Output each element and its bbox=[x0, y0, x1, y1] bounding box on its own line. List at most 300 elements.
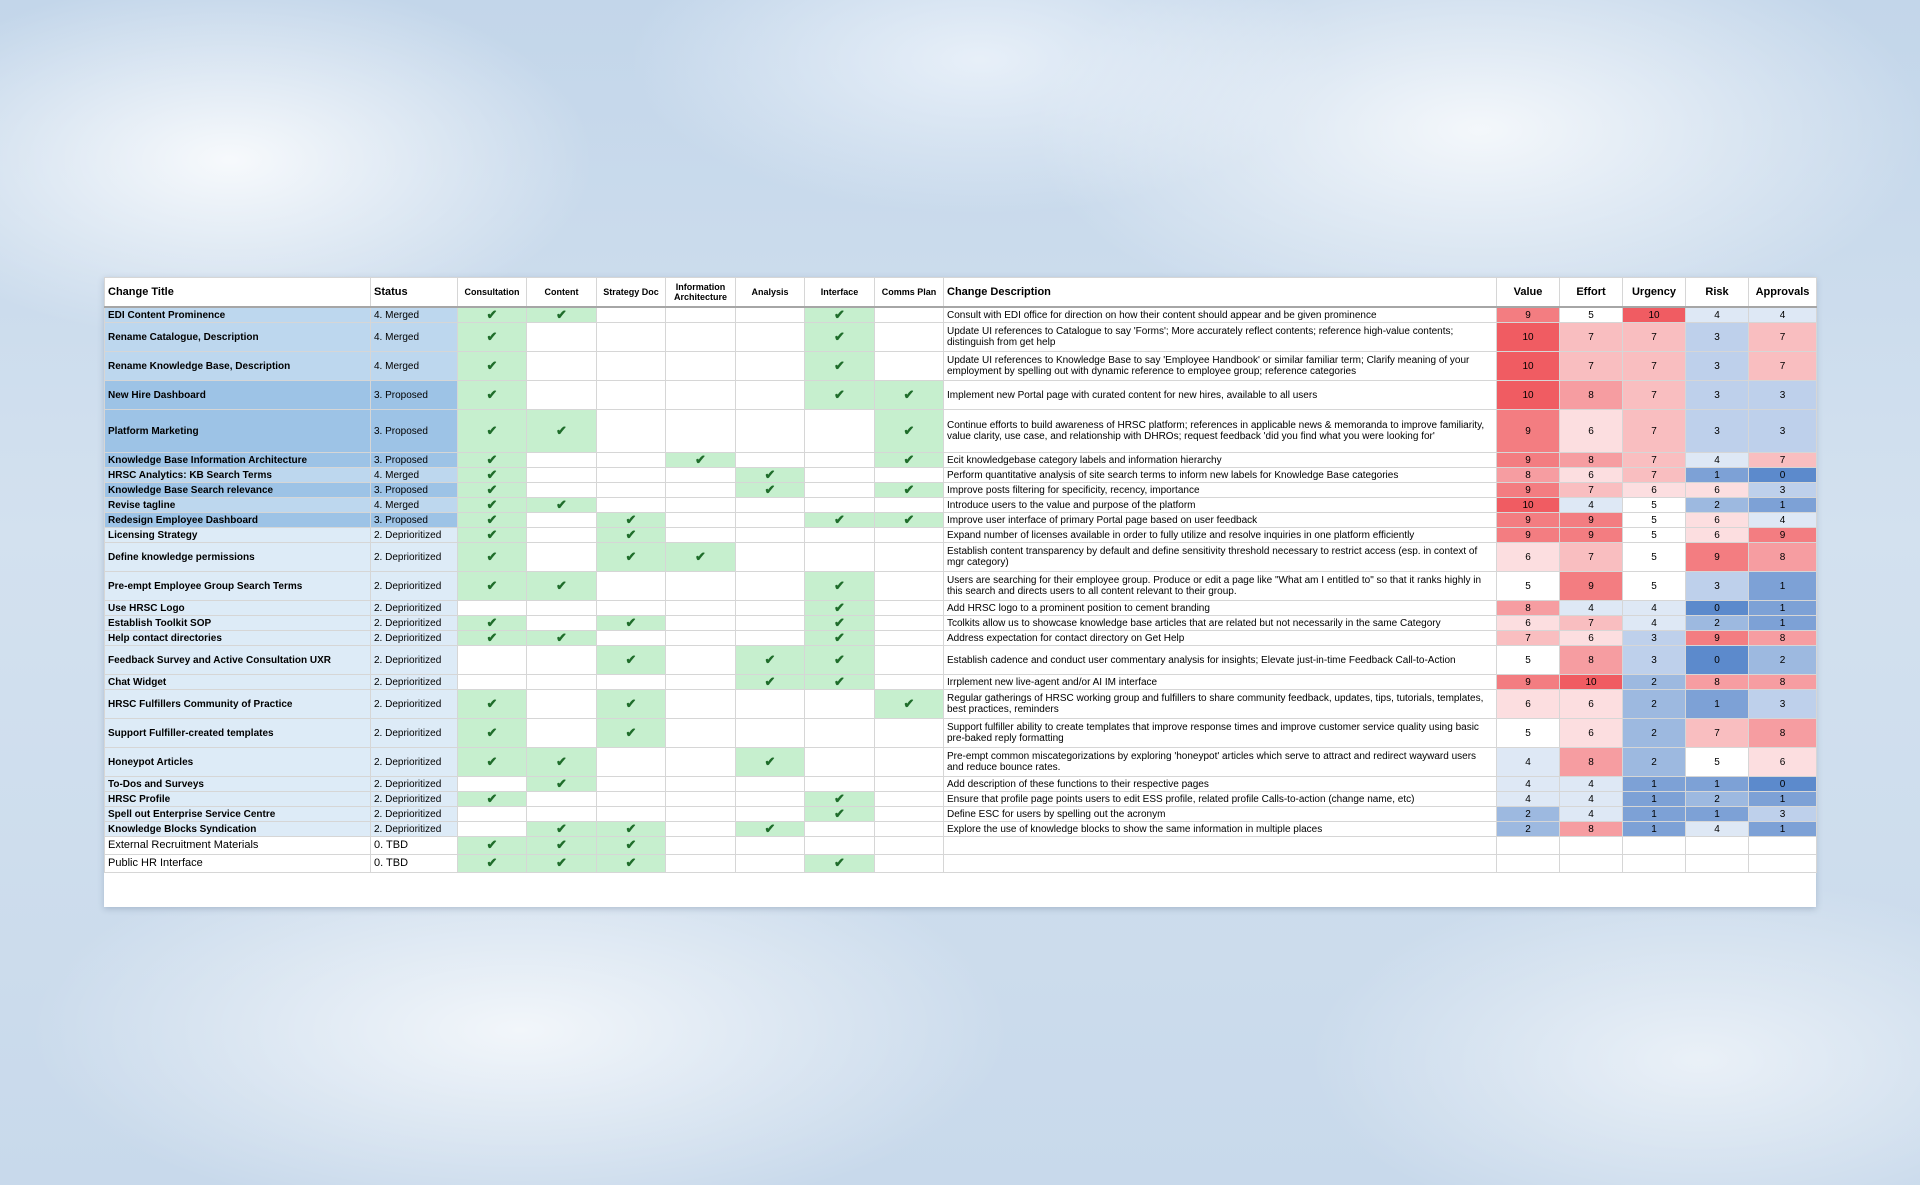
table-row[interactable] bbox=[105, 616, 1817, 631]
value-score-cell[interactable] bbox=[1497, 855, 1560, 873]
change-description-cell[interactable]: Introduce users to the value and purpose of the platform bbox=[944, 498, 1497, 513]
information-architecture-cell[interactable] bbox=[666, 498, 736, 513]
approvals-score-cell[interactable]: 8 bbox=[1749, 675, 1817, 690]
effort-score-cell[interactable]: 7 bbox=[1560, 543, 1623, 572]
analysis-cell[interactable] bbox=[736, 453, 805, 468]
strategy-doc-cell[interactable] bbox=[597, 468, 666, 483]
comms-plan-cell[interactable] bbox=[875, 307, 944, 323]
strategy-doc-cell[interactable] bbox=[597, 352, 666, 381]
interface-cell[interactable] bbox=[805, 352, 875, 381]
status-cell[interactable]: 2. Deprioritized bbox=[371, 543, 458, 572]
comms-plan-cell[interactable] bbox=[875, 748, 944, 777]
analysis-cell[interactable] bbox=[736, 616, 805, 631]
content-cell[interactable] bbox=[527, 748, 597, 777]
information-architecture-cell[interactable] bbox=[666, 646, 736, 675]
status-cell[interactable]: 0. TBD bbox=[371, 855, 458, 873]
change-description-cell[interactable]: Define ESC for users by spelling out the acronym bbox=[944, 807, 1497, 822]
change-title-cell[interactable]: Feedback Survey and Active Consultation UXR bbox=[105, 646, 371, 675]
interface-cell[interactable] bbox=[805, 837, 875, 855]
information-architecture-cell[interactable] bbox=[666, 513, 736, 528]
approvals-score-cell[interactable]: 9 bbox=[1749, 528, 1817, 543]
comms-plan-cell[interactable] bbox=[875, 513, 944, 528]
strategy-doc-cell[interactable] bbox=[597, 498, 666, 513]
comms-plan-cell[interactable] bbox=[875, 410, 944, 453]
urgency-score-cell[interactable]: 5 bbox=[1623, 543, 1686, 572]
approvals-score-cell[interactable]: 3 bbox=[1749, 690, 1817, 719]
status-cell[interactable]: 2. Deprioritized bbox=[371, 719, 458, 748]
effort-score-cell[interactable]: 8 bbox=[1560, 748, 1623, 777]
risk-score-cell[interactable]: 0 bbox=[1686, 646, 1749, 675]
comms-plan-cell[interactable] bbox=[875, 675, 944, 690]
approvals-score-cell[interactable]: 0 bbox=[1749, 777, 1817, 792]
change-title-cell[interactable]: Platform Marketing bbox=[105, 410, 371, 453]
risk-score-cell[interactable]: 6 bbox=[1686, 513, 1749, 528]
analysis-cell[interactable] bbox=[736, 410, 805, 453]
information-architecture-cell[interactable] bbox=[666, 543, 736, 572]
content-cell[interactable] bbox=[527, 822, 597, 837]
status-cell[interactable]: 2. Deprioritized bbox=[371, 777, 458, 792]
approvals-score-cell[interactable]: 4 bbox=[1749, 307, 1817, 323]
urgency-score-cell[interactable]: 4 bbox=[1623, 616, 1686, 631]
value-score-cell[interactable]: 4 bbox=[1497, 748, 1560, 777]
urgency-score-cell[interactable]: 7 bbox=[1623, 410, 1686, 453]
status-cell[interactable]: 2. Deprioritized bbox=[371, 690, 458, 719]
information-architecture-cell[interactable] bbox=[666, 675, 736, 690]
consultation-cell[interactable] bbox=[458, 748, 527, 777]
change-title-cell[interactable]: Support Fulfiller-created templates bbox=[105, 719, 371, 748]
value-score-cell[interactable]: 5 bbox=[1497, 719, 1560, 748]
approvals-score-cell[interactable]: 2 bbox=[1749, 646, 1817, 675]
content-cell[interactable] bbox=[527, 631, 597, 646]
change-title-cell[interactable]: HRSC Fulfillers Community of Practice bbox=[105, 690, 371, 719]
content-cell[interactable] bbox=[527, 483, 597, 498]
table-row[interactable] bbox=[105, 410, 1817, 453]
analysis-cell[interactable] bbox=[736, 690, 805, 719]
change-description-cell[interactable]: Tcolkits allow us to showcase knowledge base articles that are related but not necessarily in the same Category bbox=[944, 616, 1497, 631]
change-title-cell[interactable]: New Hire Dashboard bbox=[105, 381, 371, 410]
information-architecture-cell[interactable] bbox=[666, 719, 736, 748]
effort-score-cell[interactable]: 7 bbox=[1560, 483, 1623, 498]
information-architecture-cell[interactable] bbox=[666, 777, 736, 792]
urgency-score-cell[interactable]: 1 bbox=[1623, 777, 1686, 792]
content-cell[interactable] bbox=[527, 323, 597, 352]
comms-plan-cell[interactable] bbox=[875, 822, 944, 837]
approvals-score-cell[interactable]: 1 bbox=[1749, 616, 1817, 631]
urgency-score-cell[interactable]: 10 bbox=[1623, 307, 1686, 323]
comms-plan-cell[interactable] bbox=[875, 631, 944, 646]
strategy-doc-cell[interactable] bbox=[597, 601, 666, 616]
consultation-cell[interactable] bbox=[458, 468, 527, 483]
analysis-cell[interactable] bbox=[736, 323, 805, 352]
header-value[interactable]: Value bbox=[1497, 278, 1560, 308]
effort-score-cell[interactable]: 8 bbox=[1560, 381, 1623, 410]
change-title-cell[interactable]: Licensing Strategy bbox=[105, 528, 371, 543]
information-architecture-cell[interactable] bbox=[666, 468, 736, 483]
interface-cell[interactable] bbox=[805, 323, 875, 352]
status-cell[interactable]: 3. Proposed bbox=[371, 410, 458, 453]
value-score-cell[interactable]: 9 bbox=[1497, 307, 1560, 323]
header-information-architecture[interactable]: Information Architecture bbox=[666, 278, 736, 308]
change-title-cell[interactable]: Define knowledge permissions bbox=[105, 543, 371, 572]
strategy-doc-cell[interactable] bbox=[597, 855, 666, 873]
analysis-cell[interactable] bbox=[736, 631, 805, 646]
analysis-cell[interactable] bbox=[736, 719, 805, 748]
content-cell[interactable] bbox=[527, 646, 597, 675]
risk-score-cell[interactable]: 1 bbox=[1686, 690, 1749, 719]
effort-score-cell[interactable]: 9 bbox=[1560, 528, 1623, 543]
consultation-cell[interactable] bbox=[458, 513, 527, 528]
information-architecture-cell[interactable] bbox=[666, 307, 736, 323]
approvals-score-cell[interactable]: 7 bbox=[1749, 323, 1817, 352]
interface-cell[interactable] bbox=[805, 777, 875, 792]
comms-plan-cell[interactable] bbox=[875, 572, 944, 601]
consultation-cell[interactable] bbox=[458, 307, 527, 323]
approvals-score-cell[interactable]: 6 bbox=[1749, 748, 1817, 777]
comms-plan-cell[interactable] bbox=[875, 855, 944, 873]
consultation-cell[interactable] bbox=[458, 601, 527, 616]
content-cell[interactable] bbox=[527, 837, 597, 855]
effort-score-cell[interactable]: 9 bbox=[1560, 572, 1623, 601]
strategy-doc-cell[interactable] bbox=[597, 513, 666, 528]
comms-plan-cell[interactable] bbox=[875, 601, 944, 616]
urgency-score-cell[interactable]: 2 bbox=[1623, 748, 1686, 777]
header-interface[interactable]: Interface bbox=[805, 278, 875, 308]
consultation-cell[interactable] bbox=[458, 381, 527, 410]
urgency-score-cell[interactable]: 3 bbox=[1623, 646, 1686, 675]
table-row[interactable] bbox=[105, 483, 1817, 498]
approvals-score-cell[interactable] bbox=[1749, 837, 1817, 855]
interface-cell[interactable] bbox=[805, 719, 875, 748]
change-description-cell[interactable]: Add description of these functions to their respective pages bbox=[944, 777, 1497, 792]
content-cell[interactable] bbox=[527, 616, 597, 631]
comms-plan-cell[interactable] bbox=[875, 719, 944, 748]
information-architecture-cell[interactable] bbox=[666, 410, 736, 453]
status-cell[interactable]: 2. Deprioritized bbox=[371, 792, 458, 807]
risk-score-cell[interactable]: 3 bbox=[1686, 323, 1749, 352]
consultation-cell[interactable] bbox=[458, 646, 527, 675]
interface-cell[interactable] bbox=[805, 690, 875, 719]
comms-plan-cell[interactable] bbox=[875, 543, 944, 572]
comms-plan-cell[interactable] bbox=[875, 352, 944, 381]
consultation-cell[interactable] bbox=[458, 498, 527, 513]
consultation-cell[interactable] bbox=[458, 807, 527, 822]
analysis-cell[interactable] bbox=[736, 601, 805, 616]
status-cell[interactable]: 2. Deprioritized bbox=[371, 822, 458, 837]
comms-plan-cell[interactable] bbox=[875, 468, 944, 483]
consultation-cell[interactable] bbox=[458, 837, 527, 855]
effort-score-cell[interactable]: 7 bbox=[1560, 323, 1623, 352]
approvals-score-cell[interactable]: 8 bbox=[1749, 719, 1817, 748]
content-cell[interactable] bbox=[527, 453, 597, 468]
urgency-score-cell[interactable]: 7 bbox=[1623, 352, 1686, 381]
header-change-description[interactable]: Change Description bbox=[944, 278, 1497, 308]
approvals-score-cell[interactable]: 3 bbox=[1749, 807, 1817, 822]
consultation-cell[interactable] bbox=[458, 690, 527, 719]
status-cell[interactable]: 0. TBD bbox=[371, 837, 458, 855]
change-title-cell[interactable]: Knowledge Blocks Syndication bbox=[105, 822, 371, 837]
change-description-cell[interactable]: Ensure that profile page points users to edit ESS profile, related profile Calls-to-action (change name, etc) bbox=[944, 792, 1497, 807]
information-architecture-cell[interactable] bbox=[666, 855, 736, 873]
interface-cell[interactable] bbox=[805, 631, 875, 646]
interface-cell[interactable] bbox=[805, 855, 875, 873]
analysis-cell[interactable] bbox=[736, 381, 805, 410]
change-description-cell[interactable]: Support fulfiller ability to create templates that improve response times and improve customer service quality using basic pre-baked reply formatting bbox=[944, 719, 1497, 748]
information-architecture-cell[interactable] bbox=[666, 352, 736, 381]
table-row[interactable] bbox=[105, 498, 1817, 513]
comms-plan-cell[interactable] bbox=[875, 777, 944, 792]
urgency-score-cell[interactable]: 7 bbox=[1623, 453, 1686, 468]
analysis-cell[interactable] bbox=[736, 837, 805, 855]
strategy-doc-cell[interactable] bbox=[597, 646, 666, 675]
analysis-cell[interactable] bbox=[736, 483, 805, 498]
comms-plan-cell[interactable] bbox=[875, 528, 944, 543]
change-description-cell[interactable]: Add HRSC logo to a prominent position to cement branding bbox=[944, 601, 1497, 616]
change-title-cell[interactable]: HRSC Profile bbox=[105, 792, 371, 807]
value-score-cell[interactable]: 8 bbox=[1497, 601, 1560, 616]
interface-cell[interactable] bbox=[805, 307, 875, 323]
table-row[interactable] bbox=[105, 601, 1817, 616]
change-title-cell[interactable]: Help contact directories bbox=[105, 631, 371, 646]
table-row[interactable] bbox=[105, 675, 1817, 690]
change-description-cell[interactable]: Regular gatherings of HRSC working group and fulfillers to share community feedback, updates, tips, tutorials, templates, best practices, reminders bbox=[944, 690, 1497, 719]
value-score-cell[interactable]: 10 bbox=[1497, 498, 1560, 513]
content-cell[interactable] bbox=[527, 719, 597, 748]
change-description-cell[interactable]: Address expectation for contact directory on Get Help bbox=[944, 631, 1497, 646]
change-description-cell[interactable]: Explore the use of knowledge blocks to show the same information in multiple places bbox=[944, 822, 1497, 837]
content-cell[interactable] bbox=[527, 468, 597, 483]
effort-score-cell[interactable]: 4 bbox=[1560, 777, 1623, 792]
change-title-cell[interactable]: Rename Knowledge Base, Description bbox=[105, 352, 371, 381]
change-title-cell[interactable]: Establish Toolkit SOP bbox=[105, 616, 371, 631]
value-score-cell[interactable]: 2 bbox=[1497, 822, 1560, 837]
change-title-cell[interactable]: Revise tagline bbox=[105, 498, 371, 513]
effort-score-cell[interactable]: 6 bbox=[1560, 690, 1623, 719]
change-title-cell[interactable]: External Recruitment Materials bbox=[105, 837, 371, 855]
strategy-doc-cell[interactable] bbox=[597, 323, 666, 352]
header-analysis[interactable]: Analysis bbox=[736, 278, 805, 308]
approvals-score-cell[interactable]: 1 bbox=[1749, 498, 1817, 513]
strategy-doc-cell[interactable] bbox=[597, 807, 666, 822]
comms-plan-cell[interactable] bbox=[875, 498, 944, 513]
status-cell[interactable]: 4. Merged bbox=[371, 468, 458, 483]
risk-score-cell[interactable]: 3 bbox=[1686, 352, 1749, 381]
strategy-doc-cell[interactable] bbox=[597, 777, 666, 792]
comms-plan-cell[interactable] bbox=[875, 837, 944, 855]
interface-cell[interactable] bbox=[805, 498, 875, 513]
change-description-cell[interactable] bbox=[944, 837, 1497, 855]
risk-score-cell[interactable]: 6 bbox=[1686, 528, 1749, 543]
status-cell[interactable]: 2. Deprioritized bbox=[371, 572, 458, 601]
interface-cell[interactable] bbox=[805, 528, 875, 543]
analysis-cell[interactable] bbox=[736, 307, 805, 323]
strategy-doc-cell[interactable] bbox=[597, 690, 666, 719]
urgency-score-cell[interactable]: 3 bbox=[1623, 631, 1686, 646]
status-cell[interactable]: 3. Proposed bbox=[371, 453, 458, 468]
approvals-score-cell[interactable]: 8 bbox=[1749, 631, 1817, 646]
consultation-cell[interactable] bbox=[458, 822, 527, 837]
table-row[interactable] bbox=[105, 352, 1817, 381]
status-cell[interactable]: 4. Merged bbox=[371, 352, 458, 381]
change-title-cell[interactable]: To-Dos and Surveys bbox=[105, 777, 371, 792]
content-cell[interactable] bbox=[527, 307, 597, 323]
effort-score-cell[interactable]: 8 bbox=[1560, 453, 1623, 468]
consultation-cell[interactable] bbox=[458, 616, 527, 631]
effort-score-cell[interactable]: 8 bbox=[1560, 646, 1623, 675]
table-row[interactable] bbox=[105, 572, 1817, 601]
interface-cell[interactable] bbox=[805, 616, 875, 631]
status-cell[interactable]: 3. Proposed bbox=[371, 381, 458, 410]
approvals-score-cell[interactable]: 1 bbox=[1749, 601, 1817, 616]
urgency-score-cell[interactable]: 7 bbox=[1623, 323, 1686, 352]
urgency-score-cell[interactable]: 5 bbox=[1623, 513, 1686, 528]
information-architecture-cell[interactable] bbox=[666, 690, 736, 719]
strategy-doc-cell[interactable] bbox=[597, 543, 666, 572]
content-cell[interactable] bbox=[527, 807, 597, 822]
risk-score-cell[interactable]: 4 bbox=[1686, 453, 1749, 468]
content-cell[interactable] bbox=[527, 543, 597, 572]
change-title-cell[interactable]: EDI Content Prominence bbox=[105, 307, 371, 323]
approvals-score-cell[interactable]: 7 bbox=[1749, 453, 1817, 468]
change-title-cell[interactable]: Chat Widget bbox=[105, 675, 371, 690]
consultation-cell[interactable] bbox=[458, 323, 527, 352]
strategy-doc-cell[interactable] bbox=[597, 675, 666, 690]
risk-score-cell[interactable]: 6 bbox=[1686, 483, 1749, 498]
change-description-cell[interactable]: Establish cadence and conduct user commentary analysis for insights; Elevate just-in-time Feedback Call-to-Action bbox=[944, 646, 1497, 675]
status-cell[interactable]: 2. Deprioritized bbox=[371, 748, 458, 777]
interface-cell[interactable] bbox=[805, 513, 875, 528]
change-description-cell[interactable]: Perform quantitative analysis of site search terms to inform new labels for Knowledge Base categories bbox=[944, 468, 1497, 483]
value-score-cell[interactable]: 6 bbox=[1497, 690, 1560, 719]
effort-score-cell[interactable]: 6 bbox=[1560, 719, 1623, 748]
interface-cell[interactable] bbox=[805, 646, 875, 675]
interface-cell[interactable] bbox=[805, 748, 875, 777]
table-row[interactable] bbox=[105, 719, 1817, 748]
interface-cell[interactable] bbox=[805, 572, 875, 601]
consultation-cell[interactable] bbox=[458, 410, 527, 453]
comms-plan-cell[interactable] bbox=[875, 453, 944, 468]
value-score-cell[interactable]: 9 bbox=[1497, 513, 1560, 528]
risk-score-cell[interactable] bbox=[1686, 855, 1749, 873]
information-architecture-cell[interactable] bbox=[666, 616, 736, 631]
urgency-score-cell[interactable]: 6 bbox=[1623, 483, 1686, 498]
information-architecture-cell[interactable] bbox=[666, 323, 736, 352]
content-cell[interactable] bbox=[527, 498, 597, 513]
approvals-score-cell[interactable]: 7 bbox=[1749, 352, 1817, 381]
interface-cell[interactable] bbox=[805, 601, 875, 616]
change-title-cell[interactable]: Knowledge Base Search relevance bbox=[105, 483, 371, 498]
value-score-cell[interactable]: 2 bbox=[1497, 807, 1560, 822]
change-description-cell[interactable] bbox=[944, 855, 1497, 873]
analysis-cell[interactable] bbox=[736, 498, 805, 513]
consultation-cell[interactable] bbox=[458, 352, 527, 381]
change-description-cell[interactable]: Improve user interface of primary Portal page based on user feedback bbox=[944, 513, 1497, 528]
information-architecture-cell[interactable] bbox=[666, 807, 736, 822]
table-row[interactable] bbox=[105, 646, 1817, 675]
approvals-score-cell[interactable]: 0 bbox=[1749, 468, 1817, 483]
strategy-doc-cell[interactable] bbox=[597, 381, 666, 410]
approvals-score-cell[interactable]: 4 bbox=[1749, 513, 1817, 528]
interface-cell[interactable] bbox=[805, 483, 875, 498]
interface-cell[interactable] bbox=[805, 453, 875, 468]
change-description-cell[interactable]: Establish content transparency by default and define sensitivity threshold necessary to restrict access (esp. in context of mgr category) bbox=[944, 543, 1497, 572]
value-score-cell[interactable]: 4 bbox=[1497, 792, 1560, 807]
interface-cell[interactable] bbox=[805, 410, 875, 453]
status-cell[interactable]: 4. Merged bbox=[371, 323, 458, 352]
analysis-cell[interactable] bbox=[736, 855, 805, 873]
analysis-cell[interactable] bbox=[736, 528, 805, 543]
risk-score-cell[interactable] bbox=[1686, 837, 1749, 855]
strategy-doc-cell[interactable] bbox=[597, 616, 666, 631]
content-cell[interactable] bbox=[527, 513, 597, 528]
effort-score-cell[interactable]: 4 bbox=[1560, 792, 1623, 807]
comms-plan-cell[interactable] bbox=[875, 483, 944, 498]
risk-score-cell[interactable]: 3 bbox=[1686, 410, 1749, 453]
analysis-cell[interactable] bbox=[736, 777, 805, 792]
strategy-doc-cell[interactable] bbox=[597, 631, 666, 646]
risk-score-cell[interactable]: 2 bbox=[1686, 616, 1749, 631]
table-row[interactable] bbox=[105, 307, 1817, 323]
consultation-cell[interactable] bbox=[458, 543, 527, 572]
interface-cell[interactable] bbox=[805, 807, 875, 822]
strategy-doc-cell[interactable] bbox=[597, 748, 666, 777]
table-row[interactable] bbox=[105, 381, 1817, 410]
risk-score-cell[interactable]: 3 bbox=[1686, 381, 1749, 410]
content-cell[interactable] bbox=[527, 381, 597, 410]
urgency-score-cell[interactable]: 5 bbox=[1623, 572, 1686, 601]
change-title-cell[interactable]: Pre-empt Employee Group Search Terms bbox=[105, 572, 371, 601]
change-description-cell[interactable]: Continue efforts to build awareness of HRSC platform; references in applicable news & memoranda to improve familiarity, value clarity, use case, and relationship with DHROs; request feedback 'did you find what you were looking for' bbox=[944, 410, 1497, 453]
change-title-cell[interactable]: Rename Catalogue, Description bbox=[105, 323, 371, 352]
value-score-cell[interactable]: 9 bbox=[1497, 483, 1560, 498]
effort-score-cell[interactable] bbox=[1560, 855, 1623, 873]
analysis-cell[interactable] bbox=[736, 675, 805, 690]
effort-score-cell[interactable]: 7 bbox=[1560, 616, 1623, 631]
consultation-cell[interactable] bbox=[458, 631, 527, 646]
content-cell[interactable] bbox=[527, 855, 597, 873]
table-row[interactable] bbox=[105, 792, 1817, 807]
risk-score-cell[interactable]: 9 bbox=[1686, 631, 1749, 646]
approvals-score-cell[interactable] bbox=[1749, 855, 1817, 873]
urgency-score-cell[interactable]: 7 bbox=[1623, 381, 1686, 410]
value-score-cell[interactable]: 10 bbox=[1497, 381, 1560, 410]
status-cell[interactable]: 2. Deprioritized bbox=[371, 631, 458, 646]
effort-score-cell[interactable]: 6 bbox=[1560, 410, 1623, 453]
analysis-cell[interactable] bbox=[736, 352, 805, 381]
strategy-doc-cell[interactable] bbox=[597, 837, 666, 855]
analysis-cell[interactable] bbox=[736, 513, 805, 528]
information-architecture-cell[interactable] bbox=[666, 528, 736, 543]
table-row[interactable] bbox=[105, 631, 1817, 646]
value-score-cell[interactable]: 8 bbox=[1497, 468, 1560, 483]
change-title-cell[interactable]: Public HR Interface bbox=[105, 855, 371, 873]
consultation-cell[interactable] bbox=[458, 572, 527, 601]
change-description-cell[interactable]: Pre-empt common miscategorizations by exploring 'honeypot' articles which serve to attract and redirect wayward users and reduce bounce rates. bbox=[944, 748, 1497, 777]
effort-score-cell[interactable] bbox=[1560, 837, 1623, 855]
approvals-score-cell[interactable]: 8 bbox=[1749, 543, 1817, 572]
information-architecture-cell[interactable] bbox=[666, 748, 736, 777]
information-architecture-cell[interactable] bbox=[666, 572, 736, 601]
change-description-cell[interactable]: Expand number of licenses available in order to fully utilize and resolve inquiries in one platform efficiently bbox=[944, 528, 1497, 543]
risk-score-cell[interactable]: 9 bbox=[1686, 543, 1749, 572]
header-effort[interactable]: Effort bbox=[1560, 278, 1623, 308]
risk-score-cell[interactable]: 5 bbox=[1686, 748, 1749, 777]
header-strategy-doc[interactable]: Strategy Doc bbox=[597, 278, 666, 308]
table-row[interactable] bbox=[105, 748, 1817, 777]
content-cell[interactable] bbox=[527, 572, 597, 601]
value-score-cell[interactable]: 4 bbox=[1497, 777, 1560, 792]
content-cell[interactable] bbox=[527, 410, 597, 453]
urgency-score-cell[interactable]: 4 bbox=[1623, 601, 1686, 616]
